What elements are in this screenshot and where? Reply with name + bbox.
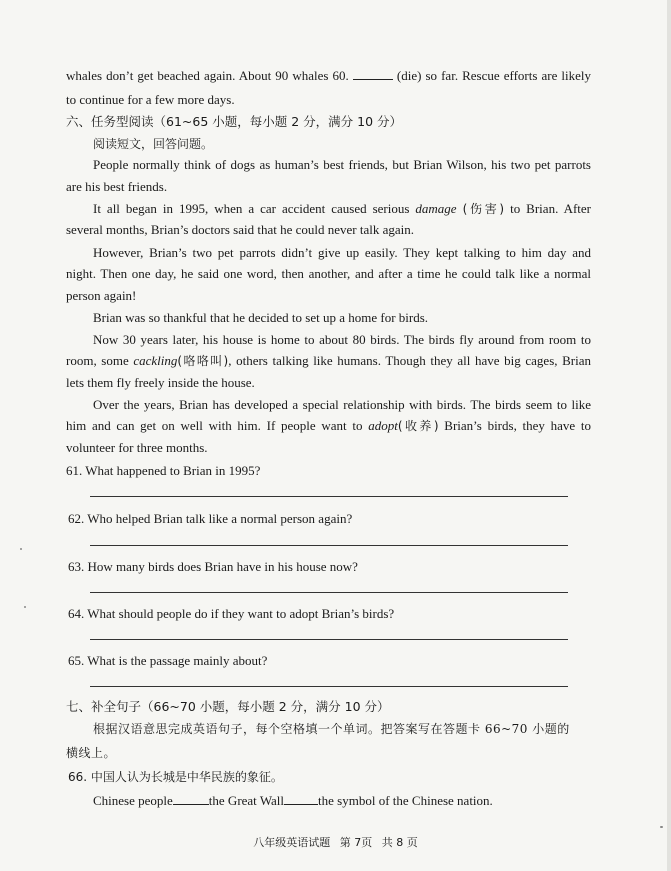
answer-line-65[interactable]: [90, 686, 568, 687]
paragraph-4-line-1: Brian was so thankful that he decided to set up a home for birds.: [93, 310, 429, 325]
paragraph-text: room, some: [66, 353, 129, 368]
sentence-text: the Great Wall: [208, 793, 285, 808]
page-number: 第 7页: [339, 836, 373, 849]
page-total: 共 8 页: [381, 836, 418, 849]
answer-blank-60[interactable]: [353, 67, 393, 80]
section-7-heading: 七、补全句子（66~70 小题，每小题 2 分，满分 10 分）: [66, 699, 390, 714]
paragraph-text: , others talking like humans. Though they all have big cages, Brian: [228, 353, 592, 368]
paragraph-6-line-3: volunteer for three months.: [66, 440, 208, 455]
intro-line-2: to continue for a few more days.: [66, 92, 235, 107]
paragraph-6-line-1: Over the years, Brian has developed a special relationship with birds. The birds seem to like: [93, 397, 591, 412]
paragraph-2-line-2: several months, Brian’s doctors said that he could never talk again.: [66, 222, 415, 237]
italic-word: cackling: [133, 353, 178, 368]
answer-line-64[interactable]: [90, 639, 568, 640]
paragraph-5-line-2: [66, 353, 591, 369]
scan-speck: [24, 606, 26, 608]
answer-blank-66-2[interactable]: [284, 792, 318, 805]
paragraph-5-line-1: Now 30 years later, his house is home to about 80 birds. The birds fly around from room to: [93, 332, 591, 347]
paragraph-text: him and can get on well with him. If people want to: [66, 418, 363, 433]
paragraph-text: Brian’s birds, they have to: [444, 418, 591, 433]
chinese-gloss: (咯咯叫): [177, 354, 229, 368]
italic-word: adopt: [368, 418, 398, 433]
section-7-instruction-line-1: 根据汉语意思完成英语句子，每个空格填一个单词。把答案写在答题卡 66~70 小题的: [93, 722, 570, 736]
intro-text: whales don’t get beached again. About 90 whales 60.: [66, 68, 349, 83]
answer-line-61[interactable]: [90, 496, 568, 497]
page-edge: [667, 0, 671, 871]
answer-blank-66-1[interactable]: [173, 792, 209, 805]
italic-word: damage: [415, 201, 457, 216]
intro-line-1: [66, 67, 591, 84]
paragraph-5-line-3: lets them fly freely inside the house.: [66, 375, 255, 390]
chinese-gloss: (伤害): [462, 202, 505, 216]
sentence-text: the symbol of the Chinese nation.: [318, 793, 493, 808]
paragraph-3-line-2: night. Then one day, he said one word, then another, and after a time he could talk like a normal: [66, 266, 591, 281]
paragraph-1-line-2: are his best friends.: [66, 179, 168, 194]
answer-line-62[interactable]: [90, 545, 568, 546]
paragraph-3-line-3: person again!: [66, 288, 137, 303]
question-61: 61. What happened to Brian in 1995?: [66, 463, 261, 478]
chinese-gloss: (收养): [397, 419, 439, 433]
page-footer: [0, 834, 671, 850]
section-6-instruction: 阅读短文，回答问题。: [93, 137, 214, 151]
question-66-english: [93, 792, 493, 809]
paragraph-2-line-1: [93, 201, 591, 217]
question-62: 62. Who helped Brian talk like a normal person again?: [68, 511, 353, 526]
section-7-instruction-line-2: 横线上。: [66, 746, 117, 760]
scan-speck: [660, 826, 663, 828]
paragraph-text: It all began in 1995, when a car accident caused serious: [93, 201, 410, 216]
paragraph-6-line-2: [66, 418, 591, 434]
paragraph-text: to Brian. After: [510, 201, 592, 216]
question-65: 65. What is the passage mainly about?: [68, 653, 268, 668]
question-63: 63. How many birds does Brian have in his house now?: [68, 559, 358, 574]
answer-line-63[interactable]: [90, 592, 568, 593]
intro-text: (die) so far. Rescue efforts are likely: [396, 68, 591, 83]
section-6-heading: 六、任务型阅读（61~65 小题，每小题 2 分，满分 10 分）: [66, 114, 403, 129]
scan-speck: [20, 548, 22, 550]
paragraph-1-line-1: People normally think of dogs as human’s best friends, but Brian Wilson, his two pet parrots: [93, 157, 591, 172]
question-64: 64. What should people do if they want to adopt Brian’s birds?: [68, 606, 395, 621]
question-66-chinese: 66. 中国人认为长城是中华民族的象征。: [68, 770, 283, 784]
sentence-text: Chinese people: [93, 793, 173, 808]
exam-title: 八年级英语试题: [253, 836, 331, 849]
paragraph-3-line-1: However, Brian’s two pet parrots didn’t give up easily. They kept talking to him day and: [93, 245, 591, 260]
